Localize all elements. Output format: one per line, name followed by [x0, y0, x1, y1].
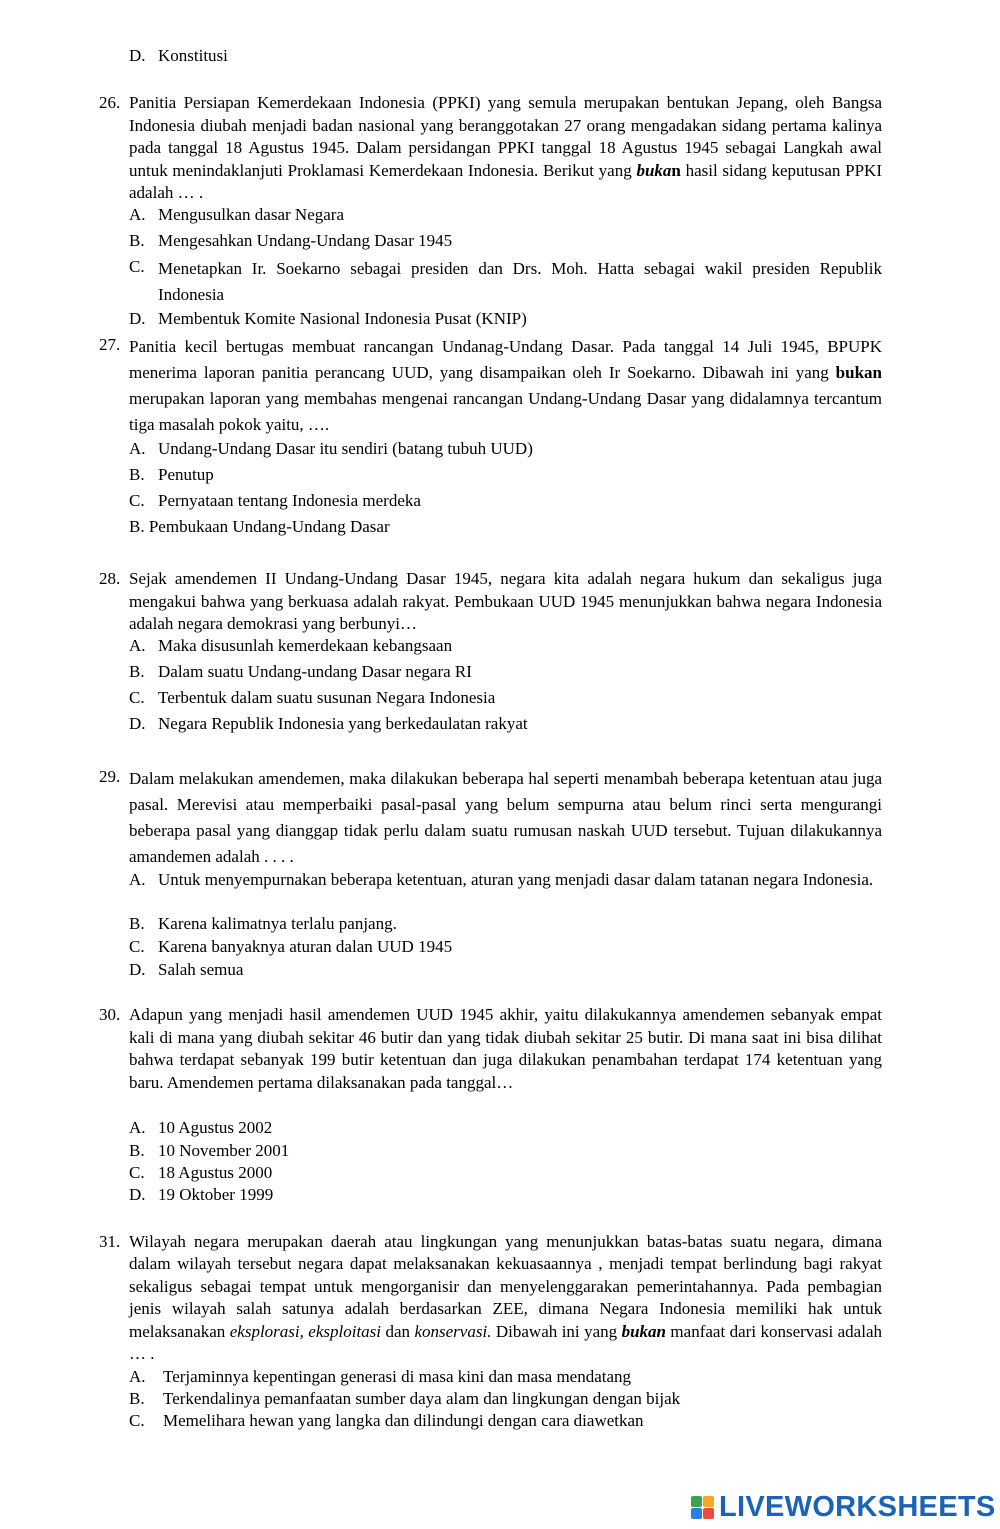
q29-option-b: B. Karena kalimatnya terlalu panjang. — [129, 914, 397, 933]
q27-question: Panitia kecil bertugas membuat rancangan Undanag-Undang Dasar. Pada tanggal 14 Juli 1945, BPUPK menerima laporan panitia perancang UUD, yang disampaikan oleh Ir Soekarno. Dibawah ini yang bukan merupakan laporan yang membahas mengenai rancangan Undang-Undang Dasar yang didalamnya tercantum tiga masalah pokok yaitu, …. — [129, 337, 882, 434]
liveworksheets-logo[interactable] — [691, 1490, 996, 1524]
q28-option-c: C. Terbentuk dalam suatu susunan Negara Indonesia — [129, 688, 496, 707]
logo-square-red — [703, 1508, 714, 1519]
q28-option-a: A. Maka disusunlah kemerdekaan kebangsaan — [129, 636, 453, 655]
q28-option-b: B. Dalam suatu Undang-undang Dasar negara RI — [129, 662, 472, 681]
q27-option-a: A. Undang-Undang Dasar itu sendiri (batang tubuh UUD) — [129, 439, 533, 458]
liveworksheets-logo-icon — [691, 1496, 714, 1519]
liveworksheets-logo-text: LIVEWORKSHEETS — [719, 1490, 996, 1523]
q26-number: 26. — [99, 93, 121, 112]
logo-square-orange — [703, 1496, 714, 1507]
q31-number: 31. — [99, 1232, 121, 1251]
q26-option-d: D. Membentuk Komite Nasional Indonesia Pusat (KNIP) — [129, 309, 527, 328]
q27-number: 27. — [99, 335, 121, 354]
q28-number: 28. — [99, 569, 121, 588]
q28-question: Sejak amendemen II Undang-Undang Dasar 1945, negara kita adalah negara hukum dan sekaligus juga mengakui bahwa yang berkuasa adalah rakyat. Pembukaan UUD 1945 menunjukkan bahwa negara Indonesia adalah negara demokrasi yang berbunyi… — [129, 569, 882, 633]
q26-question: Panitia Persiapan Kemerdekaan Indonesia (PPKI) yang semula merupakan bentukan Jepang, oleh Bangsa Indonesia diubah menjadi badan nasional yang beranggotakan 27 orang mengadakan sidang pertama kalinya pada tanggal 18 Agustus 1945. Dalam persidangan PPKI tanggal 18 Agustus 1945 sebagai Langkah awal untuk menindaklanjuti Proklamasi Kemerdekaan Indonesia. Berikut yang bukan hasil sidang keputusan PPKI adalah … . — [129, 93, 882, 202]
q30-option-c: C. 18 Agustus 2000 — [129, 1163, 273, 1182]
q29-option-a: Untuk menyempurnakan beberapa ketentuan, aturan yang menjadi dasar dalam tatanan negara Indonesia. — [158, 870, 874, 889]
q27-option-d: B. Pembukaan Undang-Undang Dasar — [129, 517, 390, 536]
q30-number: 30. — [99, 1005, 121, 1024]
q30-option-a: A. 10 Agustus 2002 — [129, 1118, 273, 1137]
q29-option-c: C. Karena banyaknya aturan dalan UUD 1945 — [129, 937, 453, 956]
q31-option-c: C. Memelihara hewan yang langka dan dilindungi dengan cara diawetkan — [129, 1411, 644, 1430]
q25-option-d: D. Konstitusi — [129, 46, 228, 65]
q31-option-b: B. Terkendalinya pemanfaatan sumber daya alam dan lingkungan dengan bijak — [129, 1389, 681, 1408]
q26-option-a: A. Mengusulkan dasar Negara — [129, 205, 344, 224]
q26-option-c-letter: C. — [129, 257, 145, 276]
q26-option-c: Menetapkan Ir. Soekarno sebagai presiden dan Drs. Moh. Hatta sebagai wakil presiden Republik Indonesia — [158, 259, 882, 304]
q30-option-d: D. 19 Oktober 1999 — [129, 1185, 274, 1204]
q31-option-a: A. Terjaminnya kepentingan generasi di masa kini dan masa mendatang — [129, 1367, 632, 1386]
q26-option-b: B. Mengesahkan Undang-Undang Dasar 1945 — [129, 231, 453, 250]
q31-question: Wilayah negara merupakan daerah atau lingkungan yang menunjukkan batas-batas suatu negara, dimana dalam wilayah tersebut negara dapat melaksanakan kekuasaannya , menjadi tempat berlindung bagi rakyat sekaligus sebagai tempat untuk mengorganisir dan menyelenggarakan pemerintahannya. Pada pembagian jenis wilayah salah satunya adalah berdasarkan ZEE, dimana Negara Indonesia memiliki hak untuk melaksanakan eksplorasi, eksploitasi dan konservasi. Dibawah ini yang bukan manfaat dari konservasi adalah … . — [129, 1232, 882, 1364]
logo-square-blue — [691, 1508, 702, 1519]
q29-option-d: D. Salah semua — [129, 960, 244, 979]
logo-square-green — [691, 1496, 702, 1507]
q27-option-b: B. Penutup — [129, 465, 214, 484]
q28-option-d: D. Negara Republik Indonesia yang berkedaulatan rakyat — [129, 714, 528, 733]
q29-option-a-letter: A. — [129, 870, 146, 889]
q29-question: Dalam melakukan amendemen, maka dilakukan beberapa hal seperti menambah beberapa ketentuan atau juga pasal. Merevisi atau memperbaiki pasal-pasal yang belum sempurna atau belum rinci serta mengurangi beberapa pasal yang dianggap tidak perlu dalam suatu rumusan naskah UUD tersebut. Tujuan dilakukannya amandemen adalah . . . . — [129, 769, 882, 866]
q30-question: Adapun yang menjadi hasil amendemen UUD 1945 akhir, yaitu dilakukannya amendemen sebanyak empat kali di mana yang diubah sekitar 46 butir dan yang tidak diubah sekitar 25 butir. Di mana saat ini bisa dilihat bahwa terdapat sebanyak 199 butir ketentuan dan juga dilakukan penambahan terdapat 174 ketentuan yang baru. Amendemen pertama dilaksanakan pada tanggal… — [129, 1005, 882, 1092]
q29-number: 29. — [99, 767, 121, 786]
q30-option-b: B. 10 November 2001 — [129, 1141, 290, 1160]
q27-option-c: C. Pernyataan tentang Indonesia merdeka — [129, 491, 421, 510]
